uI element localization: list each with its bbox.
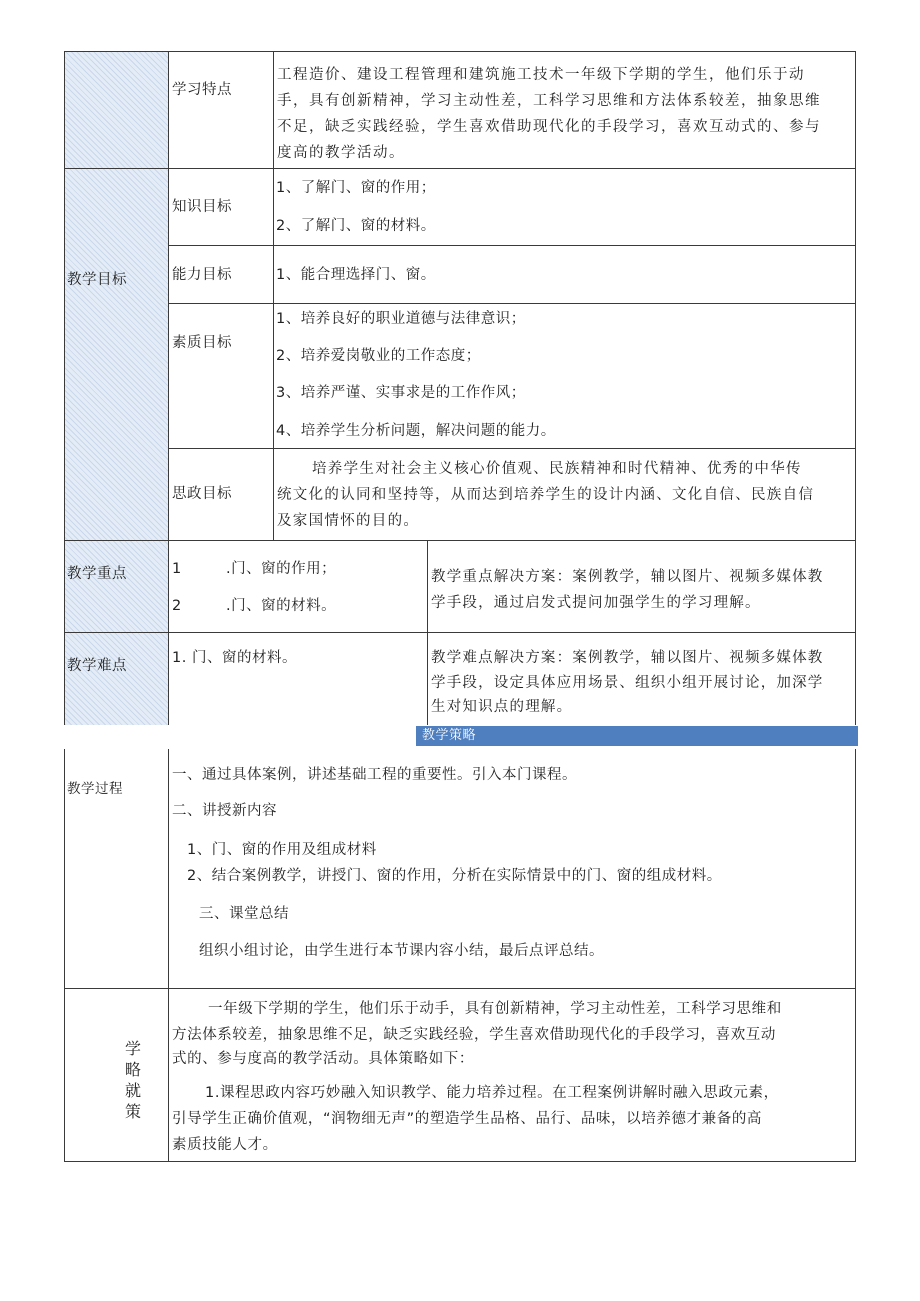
process-line: 1、门、窗的作用及组成材料 — [187, 842, 377, 858]
strategy-label-char: 学 — [124, 1039, 141, 1058]
strategy-para1-line: 式的、参与度高的教学活动。具体策略如下： — [172, 1051, 474, 1067]
strategy-bar — [416, 726, 858, 746]
strategy-para2-line: 引导学生正确价值观，“润物细无声”的塑造学生品格、品行、品味，以培养德才兼备的高 — [172, 1111, 763, 1127]
strategy-para1-line: 一年级下学期的学生，他们乐于动手，具有创新精神，学习主动性差，工科学习思维和 — [208, 1001, 782, 1017]
border — [168, 303, 856, 304]
ideology-line: 培养学生对社会主义核心价值观、民族精神和时代精神、优秀的中华传 — [312, 461, 802, 477]
knowledge-label: 知识目标 — [172, 199, 232, 215]
difficult-solution-line: 学手段，设定具体应用场景、组织小组开展讨论，加深学 — [431, 675, 824, 691]
border — [168, 749, 169, 1162]
process-line: 2、结合案例教学，讲授门、窗的作用，分析在实际情景中的门、窗的组成材料。 — [187, 868, 722, 884]
border — [64, 51, 856, 52]
learning-text — [277, 62, 855, 166]
knowledge-item: 1、了解门、窗的作用； — [276, 180, 436, 196]
knowledge-item: 2、了解门、窗的材料。 — [276, 218, 436, 234]
strategy-label-char: 策 — [124, 1102, 141, 1121]
ability-item: 1、能合理选择门、窗。 — [276, 267, 436, 283]
key-point-text: .门、窗的材料。 — [226, 598, 337, 614]
border — [168, 448, 856, 449]
border — [168, 51, 169, 725]
border — [64, 51, 65, 725]
strategy-para2-line: 1.课程思政内容巧妙融入知识教学、能力培养过程。在工程案例讲解时融入思政元素， — [205, 1085, 779, 1101]
border — [64, 632, 856, 633]
quality-item: 2、培养爱岗敬业的工作态度； — [276, 348, 481, 364]
key-points-label: 教学重点 — [67, 566, 127, 582]
text-line: 手，具有创新精神，学习主动性差，工科学习思维和方法体系较差，抽象思维 — [277, 93, 821, 109]
difficult-point-item: 1. 门、窗的材料。 — [172, 650, 297, 666]
label-column-shade — [65, 52, 168, 725]
process-line: 三、课堂总结 — [199, 906, 289, 922]
border — [855, 51, 856, 725]
border — [64, 749, 65, 1162]
difficult-solution-line: 生对知识点的理解。 — [431, 699, 573, 715]
strategy-label-char: 略 — [124, 1060, 141, 1079]
ideology-line: 统文化的认同和坚持等，从而达到培养学生的设计内涵、文化自信、民族自信 — [277, 487, 815, 503]
border — [64, 540, 856, 541]
quality-label: 素质目标 — [172, 335, 232, 351]
quality-item: 3、培养严谨、实事求是的工作作风； — [276, 385, 526, 401]
quality-item: 4、培养学生分析问题，解决问题的能力。 — [276, 423, 556, 439]
key-solution-line: 教学重点解决方案：案例教学，辅以图片、视频多媒体教 — [431, 569, 824, 585]
border — [64, 1161, 856, 1162]
border — [64, 988, 856, 989]
strategy-bar-label: 教学策略 — [422, 728, 477, 743]
border — [168, 245, 856, 246]
key-solution-line: 学手段，通过启发式提问加强学生的学习理解。 — [431, 595, 761, 611]
difficult-points-label: 教学难点 — [67, 658, 127, 674]
text-line: 不足，缺乏实践经验，学生喜欢借助现代化的手段学习，喜欢互动式的、参与 — [277, 119, 821, 135]
key-point-text: .门、窗的作用； — [226, 561, 337, 577]
objectives-label: 教学目标 — [67, 272, 127, 288]
key-point-num: 1 — [172, 561, 182, 577]
process-line: 组织小组讨论，由学生进行本节课内容小结，最后点评总结。 — [199, 943, 604, 959]
border — [855, 749, 856, 1162]
strategy-para1-line: 方法体系较差，抽象思维不足，缺乏实践经验，学生喜欢借助现代化的手段学习，喜欢互动 — [172, 1027, 776, 1043]
process-label: 教学过程 — [67, 781, 123, 797]
ideology-line: 及家国情怀的目的。 — [277, 513, 420, 529]
process-line: 二、讲授新内容 — [172, 803, 277, 819]
text-line: 度高的教学活动。 — [277, 145, 405, 161]
key-point-num: 2 — [172, 598, 182, 614]
quality-item: 1、培养良好的职业道德与法律意识； — [276, 311, 526, 327]
strategy-para2-line: 素质技能人才。 — [172, 1137, 278, 1153]
border — [64, 168, 856, 169]
strategy-label-char: 就 — [124, 1081, 141, 1100]
process-line: 一、通过具体案例，讲述基础工程的重要性。引入本门课程。 — [172, 767, 577, 783]
difficult-solution-line: 教学难点解决方案：案例教学，辅以图片、视频多媒体教 — [431, 650, 824, 666]
learning-label: 学习特点 — [172, 82, 232, 98]
border — [273, 51, 274, 540]
text-line: 工程造价、建设工程管理和建筑施工技术一年级下学期的学生，他们乐于动 — [277, 67, 805, 83]
strategy-label — [122, 1038, 144, 1122]
ideology-label: 思政目标 — [172, 486, 232, 502]
ability-label: 能力目标 — [172, 267, 232, 283]
